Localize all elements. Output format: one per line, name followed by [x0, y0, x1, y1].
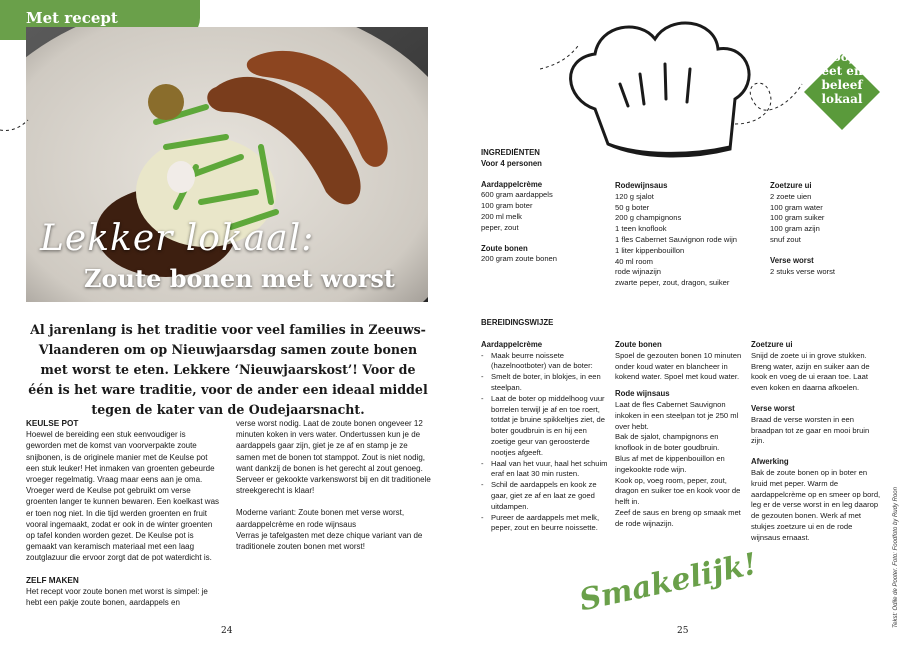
method-col-1: [481, 318, 611, 534]
page-number-left: 24: [221, 626, 233, 636]
ingredient-line: 100 gram boter: [481, 201, 533, 211]
paragraph-zelf-maken: Het recept voor zoute bonen met worst is simpel: je hebt een pakje zoute bonen, aardappels en: [26, 586, 208, 608]
method-group-title: Afwerking: [751, 457, 789, 467]
ingredients-col-2: [615, 181, 760, 289]
page-number-right: 25: [677, 626, 689, 636]
method-step: - Maak beurre noissete (hazelnootboter) van de boter:: [481, 351, 611, 373]
intro-paragraph: Al jarenlang is het traditie voor veel families in Zeeuws-Vlaanderen om op Nieuwjaarsdag samen zoute bonen met worst te eten. Lekkere ‘Nieuwjaarskost’! Voor de één is het ware traditie, voor de ander een ideaal middel tegen de kater van de Oudejaarsnacht.: [28, 322, 428, 417]
method-group-title: Zoute bonen: [615, 340, 662, 349]
method-group-title: Verse worst: [751, 403, 795, 413]
method-paragraph: Bak de zoute bonen op in boter en kruid met peper. Warm de aardappelcrème op en smeer op bord, leg er de verse worst in en leg daarop de gezouten bonen. Werk af met stukjes zoetzure ui en de rode wijnsaus ernaast.: [751, 467, 881, 542]
ingredient-line: 40 ml room: [615, 256, 653, 266]
heading-zelf-maken: ZELF MAKEN: [26, 575, 79, 585]
section-tag-label: Met recept: [26, 9, 118, 27]
ingredients-col-1: [481, 148, 601, 265]
method-group-title: Aardappelcrème: [481, 339, 543, 349]
ingredients-subheading: Voor 4 personen: [481, 158, 542, 168]
paragraph-surprise: Verras je tafelgasten met deze chique variant van de traditionele zouten bonen met worst!: [236, 530, 423, 552]
ingredient-line: 2 zoete uien: [770, 191, 812, 201]
method-col-2: [615, 340, 745, 530]
paragraph-recipe-intro: verse worst nodig. Laat de zoute bonen ongeveer 12 minuten koken in vers water. Ondertussen kun je de aardappels gaar zijn, giet je ze af en stamp je ze samen met de bonen tot stamppot. Zout is niet nodig, want dankzij de bonen is het gerecht al zout genoeg. Serveer er gekookte varkensworst bij en dit traditionele streekgerecht is klaar!: [236, 419, 431, 496]
ingredient-group-title: Zoetzure ui: [770, 181, 812, 190]
ingredient-group-title: Verse worst: [770, 255, 814, 265]
dashed-line-decoration: [0, 100, 30, 140]
ingredient-group-title: Rodewijnsaus: [615, 181, 668, 190]
ingredient-group-title: Zoute bonen: [481, 243, 528, 253]
method-paragraph: Snijd de zoete ui in grove stukken. Breng water, azijn en suiker aan de kook en voeg de ui eraan toe. Laat even koken en daarna afkoelen.: [751, 350, 870, 393]
ingredient-line: 1 fles Cabernet Sauvignon rode wijn: [615, 234, 737, 244]
badge-line-3: beleef: [821, 78, 863, 92]
badge-line-2: eet en: [821, 64, 863, 78]
ingredient-line: 100 gram water: [770, 202, 823, 212]
ingredient-line: 100 gram azijn: [770, 224, 820, 234]
method-step: - Laat de boter op middelhoog vuur borrelen terwijl je af en toe roert, totdat je bruine spikkeltjes ziet, de boter goudbruin is en hij een zoetige geur van geroosterde nootjes afgeeft.: [481, 394, 611, 459]
badge-line-1: Koop,: [822, 50, 862, 64]
method-group-title: Zoetzure ui: [751, 340, 793, 349]
ingredient-line: zwarte peper, zout, dragon, suiker: [615, 278, 730, 288]
method-paragraph: Kook op, voeg room, peper, zout, dragon en suiker toe en kook voor de helft in.: [615, 475, 741, 507]
ingredient-line: 2 stuks verse worst: [770, 266, 835, 276]
left-column-1: [26, 418, 222, 608]
heading-keulse-pot: KEULSE POT: [26, 419, 79, 428]
method-paragraph: Zeef de saus en breng op smaak met de rode wijnazijn.: [615, 507, 741, 528]
ingredient-line: 1 teen knoflook: [615, 224, 667, 234]
ingredient-line: snuf zout: [770, 234, 801, 244]
ingredient-line: 120 g sjalot: [615, 191, 654, 201]
ingredient-line: 200 g champignons: [615, 213, 682, 223]
method-paragraph: Braad de verse worsten in een braadpan tot ze gaar en mooi bruin zijn.: [751, 414, 870, 446]
headline-script: Lekker lokaal:: [40, 218, 315, 259]
method-paragraph: Laat de fles Cabernet Sauvignon inkoken in een steelpan tot je 250 ml over hebt.: [615, 399, 739, 431]
ingredient-line: peper, zout: [481, 222, 519, 232]
method-step: - Pureer de aardappels met melk, peper, zout en beurre noissette.: [481, 513, 611, 535]
ingredients-heading: INGREDIËNTEN: [481, 148, 540, 157]
smakelijk-script: Smakelijk!: [576, 546, 760, 619]
ingredient-line: 50 g boter: [615, 202, 650, 212]
photo-credit: Tekst: Odile de Pooter. Foto: Foodfoto by Rudy Roon: [893, 487, 899, 628]
method-heading: BEREIDINGSWIJZE: [481, 318, 554, 327]
ingredient-line: rode wijnazijn: [615, 267, 662, 277]
method-paragraph: Spoel de gezouten bonen 10 minuten onder koud water en blancheer in kokend water. Spoel met koud water.: [615, 350, 742, 382]
method-step: - Smelt de boter, in blokjes, in een steelpan.: [481, 372, 611, 394]
ingredient-group-title: Aardappelcrème: [481, 179, 543, 189]
method-paragraph: Blus af met de kippenbouillon en ingekookte rode wijn.: [615, 453, 725, 474]
ingredients-col-3: [770, 181, 880, 277]
chef-hat-icon: [540, 14, 840, 164]
dish-photo: [26, 27, 428, 302]
headline-main: Zoute bonen met worst: [84, 264, 396, 293]
method-step: - Schil de aardappels en kook ze gaar, giet ze af en laat ze goed uitdampen.: [481, 480, 611, 512]
paragraph-modern-variant: Moderne variant: Zoute bonen met verse worst, aardappelcrème en rode wijnsaus: [236, 508, 405, 529]
badge-text: [802, 50, 882, 106]
method-paragraph: Bak de sjalot, champignons en knoflook in de boter goudbruin.: [615, 432, 720, 453]
ingredient-line: 200 ml melk: [481, 211, 522, 221]
method-step: - Haal van het vuur, haal het schuim eraf en laat 30 min rusten.: [481, 459, 611, 481]
ingredient-line: 1 liter kippenbouillon: [615, 245, 685, 255]
paragraph-keulse-pot: Hoewel de bereiding een stuk eenvoudiger is geworden met de komst van voorverpakte zoute snijbonen, is de originele manier met de Keulse pot een stuk leuker! Het inmaken van groenten gebeurde vroeger regelmatig. Vraag maar eens aan je oma. Vroeger werd de Keulse pot gebruikt om verse groenten langer te kunnen bewaren. Een koelkast was er toen nog niet. In die tijd werden groenten en fruit vooral ingemaakt, zodat er ook in de winter groenten op tafel konden worden gezet. De Keulse pot is gemaakt van keramisch materiaal met een laag zoutglazuur die ervoor zorgt dat de pot waterdicht is.: [26, 430, 220, 563]
sausage-plate-illustration: [26, 27, 428, 302]
ingredient-line: 100 gram suiker: [770, 213, 825, 223]
method-group-title: Rode wijnsaus: [615, 389, 670, 399]
method-col-3: [751, 340, 881, 544]
ingredient-line: 600 gram aardappels: [481, 190, 553, 200]
lokaal-badge: [802, 52, 882, 132]
left-column-2: [236, 418, 432, 552]
ingredient-line: 200 gram zoute bonen: [481, 254, 557, 264]
badge-line-4: lokaal: [821, 92, 863, 106]
